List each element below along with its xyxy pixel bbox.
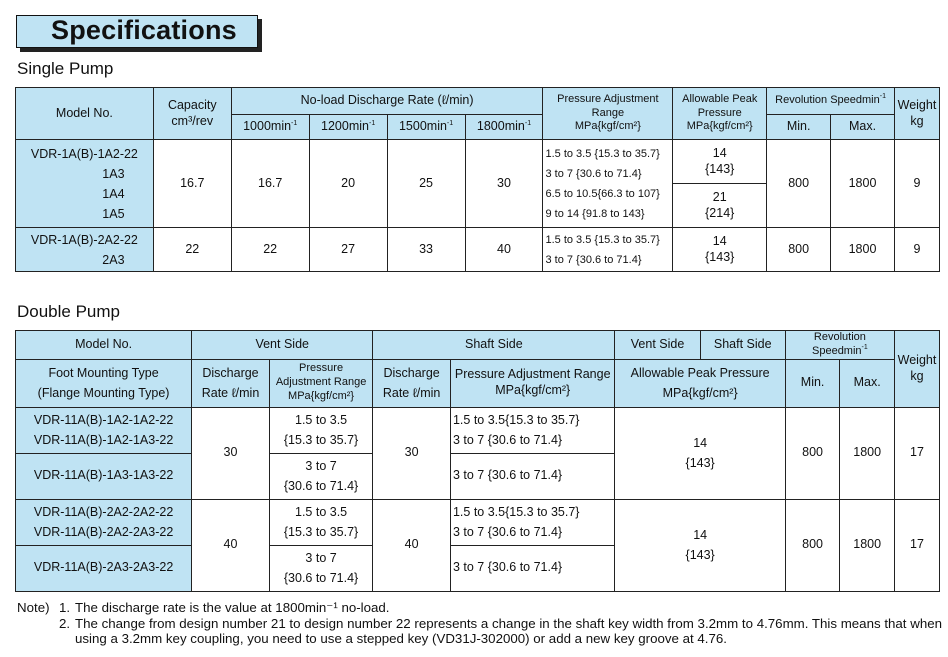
dheader-max: Max. xyxy=(840,359,895,407)
row1-q1800: 30 xyxy=(465,140,543,228)
dheader-vent: Vent Side xyxy=(192,331,373,360)
row2-peak: 14 {143} xyxy=(673,228,767,272)
dheader-pressure2: Pressure Adjustment Range MPa{kgf/cm²} xyxy=(450,359,614,407)
row1-q1500: 25 xyxy=(387,140,465,228)
dheader-pressure: Pressure Adjustment Range MPa{kgf/cm²} xyxy=(269,359,372,407)
g1-min: 800 xyxy=(785,407,840,499)
header-min: Min. xyxy=(767,115,831,140)
row1-q1200: 20 xyxy=(309,140,387,228)
dheader-vent2: Vent Side xyxy=(615,331,700,360)
dheader-shaft: Shaft Side xyxy=(373,331,615,360)
g2-weight: 17 xyxy=(894,499,939,591)
row2-min: 800 xyxy=(767,228,831,272)
g1-max: 1800 xyxy=(840,407,895,499)
row2-max: 1800 xyxy=(831,228,895,272)
row1-model: VDR-1A(B)-1A2-22 1A3 1A4 1A5 xyxy=(16,140,154,228)
header-weight: Weight kg xyxy=(894,88,939,140)
header-model: Model No. xyxy=(16,88,154,140)
g2-vent-pressure-b: 3 to 7 {30.6 to 71.4} xyxy=(269,545,372,591)
header-max: Max. xyxy=(831,115,895,140)
notes xyxy=(17,600,942,647)
g1-weight: 17 xyxy=(894,407,939,499)
g2-vent-pressure-a: 1.5 to 3.5 {15.3 to 35.7} xyxy=(269,499,372,545)
row2-capacity: 22 xyxy=(153,228,231,272)
single-pump-heading: Single Pump xyxy=(17,59,114,78)
double-pump-table xyxy=(15,330,940,592)
g2-shaft-discharge: 40 xyxy=(373,499,451,591)
notes-label: Note) xyxy=(17,600,50,615)
header-1000: $1000\min^{-1}$ xyxy=(231,115,309,140)
row1-pressure-range: 1.5 to 3.5 {15.3 to 35.7} 3 to 7 {30.6 to 71.4} 6.5 to 10.5{66.3 to 107} 9 to 14 {91.8 to 143} xyxy=(543,140,673,228)
row1-peak-a: 14 {143} xyxy=(673,140,767,184)
g1-vent-pressure-a: 1.5 to 3.5 {15.3 to 35.7} xyxy=(269,407,372,453)
note-2: The change from design number 21 to design number 22 represents a change in the shaft key width from 3.2mm to 4.76mm. This means that when using a 3.2mm key coupling, you need to use a stepped key (VD31J-302000) or add a new key groove at 4.76. xyxy=(75,615,942,646)
dheader-discharge: Discharge Rate ℓ/min xyxy=(192,359,270,407)
g2-max: 1800 xyxy=(840,499,895,591)
row1-peak-b: 21 {214} xyxy=(673,184,767,228)
header-peak: Allowable Peak Pressure MPa{kgf/cm²} xyxy=(673,88,767,140)
dheader-peak: Allowable Peak Pressure MPa{kgf/cm²} xyxy=(615,359,785,407)
row2-q1800: 40 xyxy=(465,228,543,272)
g1-model-a: VDR-11A(B)-1A2-1A2-22 VDR-11A(B)-1A2-1A3-22 xyxy=(16,407,192,453)
g1-vent-pressure-b: 3 to 7 {30.6 to 71.4} xyxy=(269,453,372,499)
header-rev: Revolution Speedmin$^{-1}$ xyxy=(767,88,895,115)
dheader-rev: Revolution Speedmin$^{-1}$ xyxy=(785,331,894,360)
row2-weight: 9 xyxy=(894,228,939,272)
g1-shaft-pressure-b: 3 to 7 {30.6 to 71.4} xyxy=(450,453,614,499)
g1-model-b: VDR-11A(B)-1A3-1A3-22 xyxy=(16,453,192,499)
note-1: The discharge rate is the value at 1800min⁻¹ no-load. xyxy=(75,600,390,615)
row1-min: 800 xyxy=(767,140,831,228)
dheader-shaft2: Shaft Side xyxy=(700,331,785,360)
header-noload: No-load Discharge Rate (ℓ/min) xyxy=(231,88,543,115)
page-title-box xyxy=(16,15,258,48)
dheader-weight: Weight kg xyxy=(894,331,939,408)
header-pressure-range: Pressure Adjustment Range MPa{kgf/cm²} xyxy=(543,88,673,140)
g2-shaft-pressure-a: 1.5 to 3.5{15.3 to 35.7} 3 to 7 {30.6 to 71.4} xyxy=(450,499,614,545)
row2-q1200: 27 xyxy=(309,228,387,272)
g2-vent-discharge: 40 xyxy=(192,499,270,591)
g1-shaft-pressure-a: 1.5 to 3.5{15.3 to 35.7} 3 to 7 {30.6 to 71.4} xyxy=(450,407,614,453)
dheader-foot: Foot Mounting Type (Flange Mounting Type) xyxy=(16,359,192,407)
g1-peak: 14 {143} xyxy=(615,407,785,499)
g2-model-b: VDR-11A(B)-2A3-2A3-22 xyxy=(16,545,192,591)
row2-pressure-range: 1.5 to 3.5 {15.3 to 35.7} 3 to 7 {30.6 to 71.4} xyxy=(543,228,673,272)
dheader-discharge2: Discharge Rate ℓ/min xyxy=(373,359,451,407)
header-1800: $1800\min^{-1}$ xyxy=(465,115,543,140)
single-pump-table xyxy=(15,87,940,272)
note-1-number: 1. xyxy=(59,600,71,615)
header-capacity: Capacity cm³/rev xyxy=(153,88,231,140)
row1-q1000: 16.7 xyxy=(231,140,309,228)
row2-q1000: 22 xyxy=(231,228,309,272)
note-2-number: 2. xyxy=(59,615,71,631)
row2-model: VDR-1A(B)-2A2-22 2A3 xyxy=(16,228,154,272)
double-pump-heading: Double Pump xyxy=(17,302,121,321)
g2-peak: 14 {143} xyxy=(615,499,785,591)
dheader-model: Model No. xyxy=(16,331,192,360)
row2-q1500: 33 xyxy=(387,228,465,272)
page-title: Specifications xyxy=(51,15,237,45)
g2-model-a: VDR-11A(B)-2A2-2A2-22 VDR-11A(B)-2A2-2A3-22 xyxy=(16,499,192,545)
row1-max: 1800 xyxy=(831,140,895,228)
g1-shaft-discharge: 30 xyxy=(373,407,451,499)
g2-min: 800 xyxy=(785,499,840,591)
g1-vent-discharge: 30 xyxy=(192,407,270,499)
g2-shaft-pressure-b: 3 to 7 {30.6 to 71.4} xyxy=(450,545,614,591)
row1-weight: 9 xyxy=(894,140,939,228)
dheader-min: Min. xyxy=(785,359,840,407)
header-1200: $1200\min^{-1}$ xyxy=(309,115,387,140)
header-1500: $1500\min^{-1}$ xyxy=(387,115,465,140)
row1-capacity: 16.7 xyxy=(153,140,231,228)
